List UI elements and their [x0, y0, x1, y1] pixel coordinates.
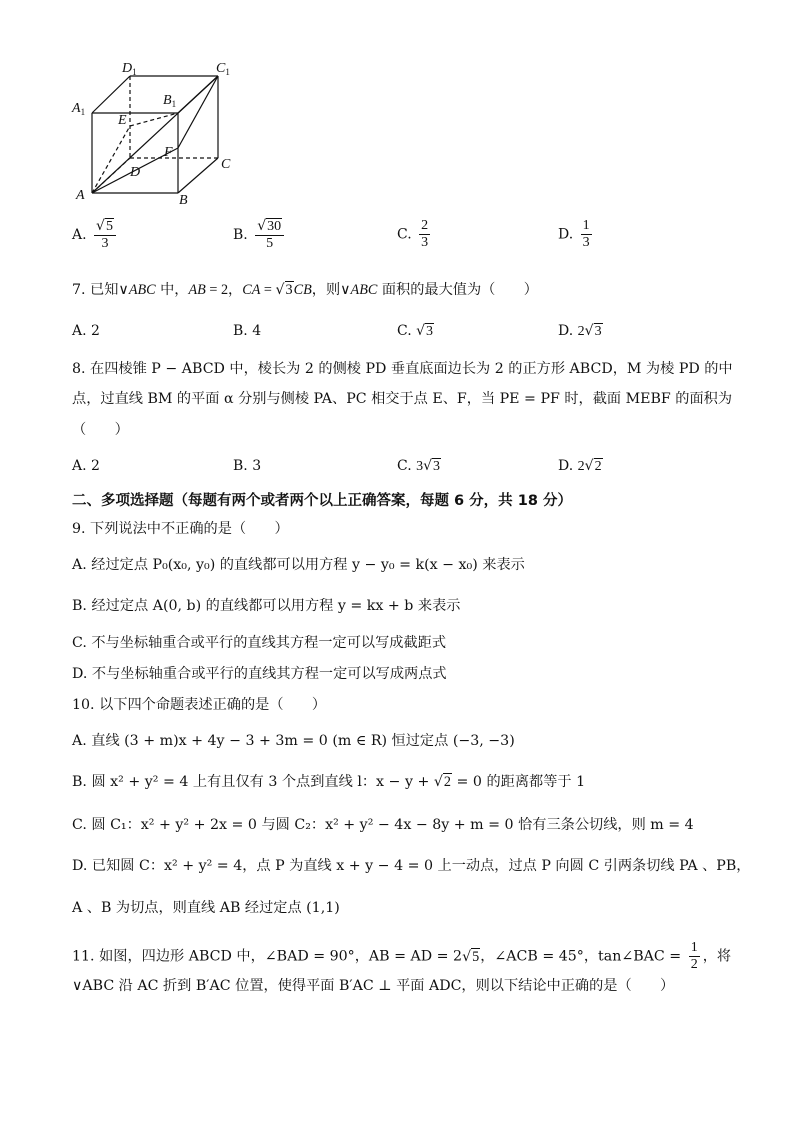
q7-option-a: A. 2 [72, 323, 100, 339]
label-b1: $B_1$ [163, 93, 177, 109]
edge-a1d1 [92, 76, 130, 113]
q9-option-b: B. 经过定点 A(0, b) 的直线都可以用方程 y = kx + b 来表示 [72, 598, 461, 614]
q8-line-1: 8. 在四棱锥 P − ABCD 中，棱长为 2 的侧棱 PD 垂直底面边长为 2 的正方形 ABCD，M 为棱 PD 的中 [72, 361, 733, 377]
label-a: A [76, 188, 85, 203]
label-c1: $C_1$ [216, 61, 230, 77]
q6-option-a: A. $\frac{√5}{3}$ [72, 218, 119, 252]
cube-figure [70, 58, 250, 208]
section-heading-multiple-choice: 二、多项选择题（每题有两个或者两个以上正确答案，每题 6 分，共 18 分） [72, 493, 572, 509]
q6-option-b: B. $\frac{√30}{5}$ [233, 218, 287, 252]
q7-stem: 7. 已知∨ABC 中，AB = 2，CA = √3CB，则∨ABC 面积的最大值为（ ） [72, 282, 538, 298]
q8-option-b: B. 3 [233, 458, 262, 474]
q10-option-a: A. 直线 (3 + m)x + 4y − 3 + 3m = 0 (m ∈ R) 恒过定点 (−3, −3) [72, 733, 515, 749]
q6-option-c: C. $\frac{2}{3}$ [397, 218, 429, 250]
label-e: E [118, 113, 127, 128]
q10-option-d-line-1: D. 已知圆 C：x² + y² = 4，点 P 为直线 x + y − 4 = 0 上一动点，过点 P 向圆 C 引两条切线 PA 、PB， [72, 858, 751, 874]
q6-option-d: D. $\frac{1}{3}$ [558, 218, 590, 250]
q8-option-d: D. 2√2 [558, 458, 602, 474]
q7-option-b: B. 4 [233, 323, 262, 339]
q11-line-1: 11. 如图，四边形 ABCD 中，∠BAD = 90°，AB = AD = 2√5，∠ACB = 45°，tan∠BAC = $\frac{1}{2}$ ，将 [72, 940, 732, 972]
q10-option-b: B. 圆 x² + y² = 4 上有且仅有 3 个点到直线 l：x − y + √2 = 0 的距离都等于 1 [72, 774, 586, 790]
q10-stem: 10. 以下四个命题表述正确的是（ ） [72, 697, 327, 713]
q9-stem: 9. 下列说法中不正确的是（ ） [72, 521, 289, 537]
q10-option-c: C. 圆 C₁：x² + y² + 2x = 0 与圆 C₂：x² + y² − 4x − 8y + m = 0 恰有三条公切线，则 m = 4 [72, 817, 694, 833]
q11-line-2: ∨ABC 沿 AC 折到 B′AC 位置，使得平面 B′AC ⊥ 平面 ADC，则以下结论中正确的是（ ） [72, 978, 675, 994]
q9-option-c: C. 不与坐标轴重合或平行的直线其方程一定可以写成截距式 [72, 635, 447, 651]
label-f: F [164, 145, 173, 160]
label-d1: $D_1$ [122, 61, 137, 77]
q10-option-d-line-2: A 、B 为切点，则直线 AB 经过定点 (1,1) [72, 900, 340, 916]
q9-option-d: D. 不与坐标轴重合或平行的直线其方程一定可以写成两点式 [72, 666, 447, 682]
segment-a-c1 [92, 76, 218, 193]
q8-line-3: （ ） [72, 422, 129, 438]
q8-line-2: 点，过直线 BM 的平面 α 分别与侧棱 PA、PC 相交于点 E、F，当 PE = PF 时，截面 MEBF 的面积为 [72, 391, 733, 407]
q9-option-a: A. 经过定点 P₀(x₀, y₀) 的直线都可以用方程 y − y₀ = k(x − x₀) 来表示 [72, 557, 525, 573]
label-a1: $A_1$ [72, 101, 86, 117]
label-d: D [130, 165, 141, 180]
segment-c1-f [178, 76, 218, 148]
edge-bc [178, 158, 218, 193]
label-b: B [179, 193, 188, 208]
q7-option-c: C. √3 [397, 323, 434, 339]
q7-option-d: D. 2√3 [558, 323, 602, 339]
q8-option-a: A. 2 [72, 458, 100, 474]
label-c: C [221, 157, 231, 172]
q8-option-c: C. 3√3 [397, 458, 441, 474]
